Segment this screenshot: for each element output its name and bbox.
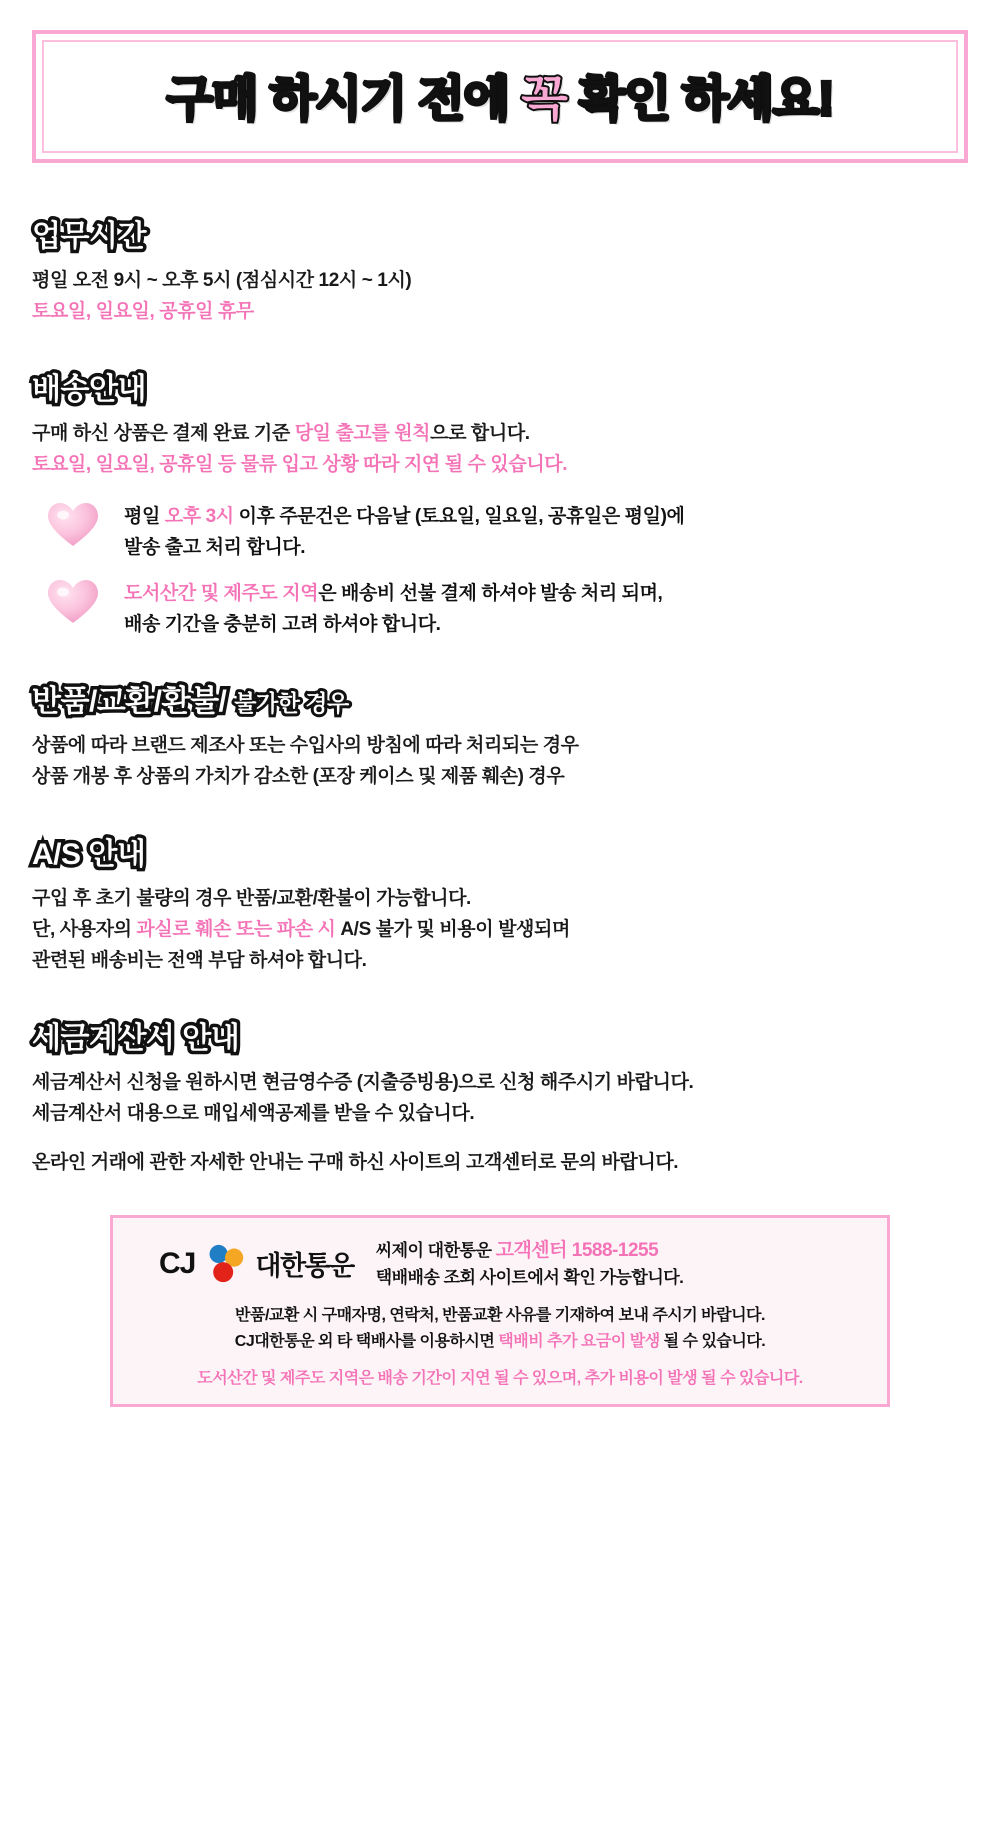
- footer-note-line2: [133, 1329, 867, 1355]
- page-title: [54, 60, 946, 129]
- section-line: 관련된 배송비는 전액 부담 하셔야 합니다.: [32, 950, 367, 972]
- heart-icon: [46, 579, 100, 623]
- bullet-highlight: 오후 3시: [164, 506, 234, 528]
- bullet-line2: 발송 출고 처리 합니다.: [124, 536, 306, 558]
- as-line2-highlight: 과실로 훼손 또는 파손 시: [136, 918, 336, 940]
- footer-note-line2-highlight: 택배비 추가 요금이 발생: [498, 1333, 660, 1351]
- cj-blossom-icon: [203, 1244, 247, 1284]
- section-line: [32, 418, 968, 449]
- notice-page: [0, 30, 1000, 1830]
- section-line: 상품 개봉 후 상품의 가치가 감소한 (포장 케이스 및 제품 훼손) 경우: [32, 766, 565, 788]
- footer-contact-pre: 씨제이 대한통운: [375, 1240, 496, 1260]
- list-item: [46, 577, 968, 640]
- as-line2-post: A/S 불가 및 비용이 발생되며: [335, 918, 570, 940]
- section-line: 세금계산서 신청을 원하시면 현금영수증 (지출증빙용)으로 신청 해주시기 바랍니다.: [32, 1071, 694, 1093]
- section-line: 토요일, 일요일, 공휴일 등 물류 입고 상황 따라 지연 될 수 있습니다.: [32, 454, 568, 476]
- delivery-line1-highlight: 당일 출고를 원칙: [294, 422, 431, 444]
- footer-note: [133, 1303, 867, 1354]
- section-heading: A/S 안내: [32, 837, 146, 871]
- section-tax-invoice: [32, 1013, 968, 1179]
- title-post: 확인 하세요!: [566, 73, 834, 126]
- section-as-info: [32, 829, 968, 977]
- title-banner-inner: [42, 40, 958, 153]
- notice-content: [0, 211, 1000, 1179]
- footer-warning: 도서산간 및 제주도 지역은 배송 기간이 지연 될 수 있으며, 추가 비용이 발생 될 수 있습니다.: [197, 1369, 803, 1387]
- footer-contact: [376, 1236, 684, 1292]
- section-line: 상품에 따라 브랜드 제조사 또는 수입사의 방침에 따라 처리되는 경우: [32, 734, 579, 756]
- section-heading-main: 반품/교환/환불/: [32, 684, 227, 718]
- section-line: 토요일, 일요일, 공휴일 휴무: [32, 301, 254, 323]
- title-pre: 구매 하시기 전에: [166, 73, 522, 126]
- section-heading: [32, 676, 349, 720]
- footer-contact-line2: 택배배송 조회 사이트에서 확인 가능합니다.: [375, 1268, 684, 1288]
- section-line: 온라인 거래에 관한 자세한 안내는 구매 하신 사이트의 고객센터로 문의 바랍니다.: [32, 1152, 679, 1174]
- delivery-line1-post: 으로 합니다.: [430, 422, 530, 444]
- cj-logo-text: CJ: [159, 1246, 196, 1280]
- section-line: 평일 오전 9시 ~ 오후 5시 (점심시간 12시 ~ 1시): [32, 270, 412, 291]
- bullet-line2: 배송 기간을 충분히 고려 하셔야 합니다.: [124, 613, 441, 635]
- list-item-text: [124, 500, 684, 563]
- delivery-bullet-list: [32, 500, 968, 640]
- section-heading: 업무시간: [32, 220, 146, 253]
- bullet-post: 이후 주문건은 다음날 (토요일, 일요일, 공휴일은 평일)에: [233, 506, 685, 528]
- footer-note-line1: 반품/교환 시 구매자명, 연락처, 반품교환 사유를 기재하여 보내 주시기 바랍니다.: [235, 1307, 765, 1325]
- footer-top-row: [133, 1236, 867, 1292]
- section-heading: 세금계산서 안내: [32, 1021, 240, 1055]
- cj-logo: [159, 1244, 354, 1284]
- bullet-post: 은 배송비 선불 결제 하셔야 발송 처리 되며,: [318, 583, 663, 605]
- footer-contact-number: 고객센터 1588-1255: [495, 1239, 659, 1261]
- section-delivery-info: [32, 364, 968, 640]
- section-heading: 배송안내: [32, 372, 146, 406]
- footer-note-line2-post: 될 수 있습니다.: [659, 1333, 766, 1351]
- cj-logo-name: 대한통운: [255, 1251, 354, 1282]
- as-line2-pre: 단, 사용자의: [32, 918, 137, 940]
- delivery-line1-pre: 구매 하신 상품은 결제 완료 기준: [32, 422, 295, 444]
- list-item-text: [124, 577, 662, 640]
- bullet-highlight: 도서산간 및 제주도 지역: [124, 583, 319, 605]
- heart-icon: [46, 502, 100, 546]
- section-heading-sub: 불가한 경우: [234, 689, 349, 716]
- section-return-exchange-refund: [32, 676, 968, 793]
- courier-footer-box: [110, 1215, 890, 1407]
- section-line: [32, 914, 968, 945]
- section-line: 세금계산서 대용으로 매입세액공제를 받을 수 있습니다.: [32, 1103, 475, 1124]
- footer-note-line2-pre: CJ대한통운 외 타 택배사를 이용하시면: [234, 1333, 499, 1351]
- title-banner: [32, 30, 968, 163]
- title-highlight: 꼭: [521, 73, 567, 126]
- list-item: [46, 500, 968, 563]
- section-line: 구입 후 초기 불량의 경우 반품/교환/환불이 가능합니다.: [32, 887, 471, 909]
- spacer: [32, 1129, 968, 1147]
- bullet-pre: 평일: [124, 506, 165, 528]
- section-business-hours: [32, 211, 968, 328]
